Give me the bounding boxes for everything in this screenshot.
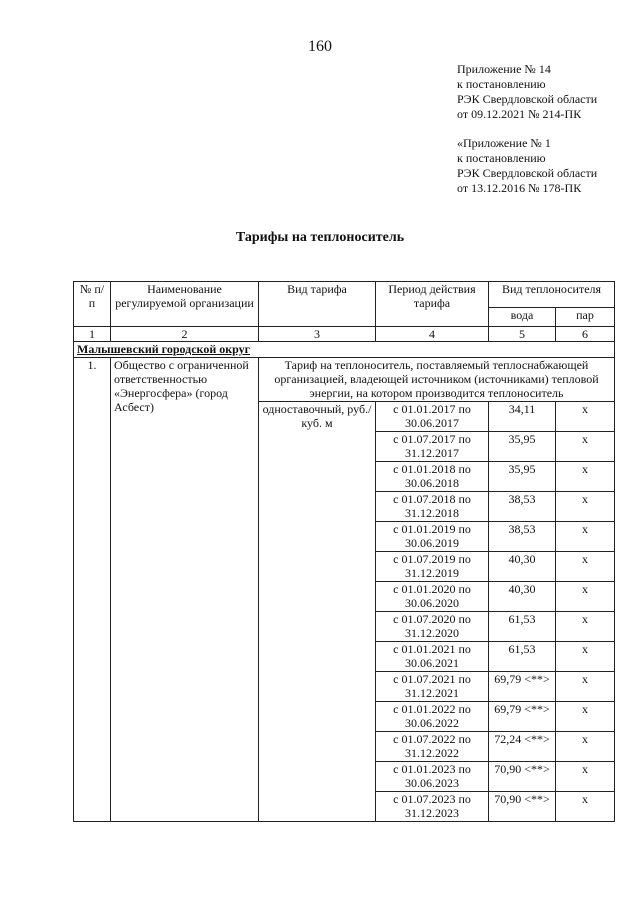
water-tariff-value: 38,53 xyxy=(489,522,556,552)
column-number: 5 xyxy=(489,327,556,342)
appendix-original xyxy=(457,136,597,196)
appendix-line: к постановлению xyxy=(457,77,546,91)
steam-tariff-value: х xyxy=(556,492,615,522)
steam-tariff-value: х xyxy=(556,462,615,492)
tariff-period: с 01.01.2023 по 30.06.2023 xyxy=(376,762,489,792)
column-number: 4 xyxy=(376,327,489,342)
header-steam: пар xyxy=(556,308,615,327)
appendix-line: РЭК Свердловской области xyxy=(457,166,598,180)
water-tariff-value: 40,30 xyxy=(489,582,556,612)
tariff-period: с 01.01.2022 по 30.06.2022 xyxy=(376,702,489,732)
steam-tariff-value: х xyxy=(556,612,615,642)
header-carrier-type: Вид теплоносителя xyxy=(489,282,615,308)
header-tariff-type: Вид тарифа xyxy=(259,282,376,327)
tariff-period: с 01.07.2017 по 31.12.2017 xyxy=(376,432,489,462)
steam-tariff-value: х xyxy=(556,552,615,582)
tariff-period: с 01.01.2019 по 30.06.2019 xyxy=(376,522,489,552)
steam-tariff-value: х xyxy=(556,762,615,792)
water-tariff-value: 72,24 <**> xyxy=(489,732,556,762)
tariff-period: с 01.07.2018 по 31.12.2018 xyxy=(376,492,489,522)
tariff-period: с 01.07.2020 по 31.12.2020 xyxy=(376,612,489,642)
water-tariff-value: 70,90 <**> xyxy=(489,762,556,792)
water-tariff-value: 61,53 xyxy=(489,642,556,672)
tariff-type: одноставочный, руб./куб. м xyxy=(259,402,376,822)
column-number: 1 xyxy=(74,327,111,342)
appendix-line: от 13.12.2016 № 178-ПК xyxy=(457,181,582,195)
water-tariff-value: 34,11 xyxy=(489,402,556,432)
tariff-period: с 01.01.2020 по 30.06.2020 xyxy=(376,582,489,612)
steam-tariff-value: х xyxy=(556,522,615,552)
appendix-line: к постановлению xyxy=(457,151,546,165)
column-number: 3 xyxy=(259,327,376,342)
header-water: вода xyxy=(489,308,556,327)
water-tariff-value: 69,79 <**> xyxy=(489,702,556,732)
tariff-table xyxy=(73,281,615,822)
steam-tariff-value: х xyxy=(556,432,615,462)
header-number: № п/п xyxy=(74,282,111,327)
row-number: 1. xyxy=(74,358,111,822)
tariff-period: с 01.01.2017 по 30.06.2017 xyxy=(376,402,489,432)
tariff-period: с 01.07.2023 по 31.12.2023 xyxy=(376,792,489,822)
header-organization: Наименование регулируемой организации xyxy=(111,282,259,327)
steam-tariff-value: х xyxy=(556,642,615,672)
tariff-period: с 01.07.2019 по 31.12.2019 xyxy=(376,552,489,582)
column-number: 2 xyxy=(111,327,259,342)
organization-name: Общество с ограниченной ответственностью «Энергосфера» (город Асбест) xyxy=(111,358,259,822)
steam-tariff-value: х xyxy=(556,402,615,432)
water-tariff-value: 35,95 xyxy=(489,462,556,492)
water-tariff-value: 38,53 xyxy=(489,492,556,522)
water-tariff-value: 69,79 <**> xyxy=(489,672,556,702)
water-tariff-value: 61,53 xyxy=(489,612,556,642)
appendix-line: «Приложение № 1 xyxy=(457,136,551,150)
water-tariff-value: 70,90 <**> xyxy=(489,792,556,822)
water-tariff-value: 40,30 xyxy=(489,552,556,582)
appendix-current xyxy=(457,62,597,122)
steam-tariff-value: х xyxy=(556,732,615,762)
steam-tariff-value: х xyxy=(556,792,615,822)
document-title: Тарифы на теплоноситель xyxy=(235,230,405,245)
district-name: Малышевский городской округ xyxy=(74,342,615,358)
water-tariff-value: 35,95 xyxy=(489,432,556,462)
tariff-period: с 01.01.2018 по 30.06.2018 xyxy=(376,462,489,492)
steam-tariff-value: х xyxy=(556,582,615,612)
tariff-period: с 01.01.2021 по 30.06.2021 xyxy=(376,642,489,672)
column-number: 6 xyxy=(556,327,615,342)
appendix-line: РЭК Свердловской области xyxy=(457,92,598,106)
header-period: Период действия тарифа xyxy=(376,282,489,327)
tariff-description: Тариф на теплоноситель, поставляемый теплоснабжающей организацией, владеющей источником (источниками) тепловой энергии, на котором производится теплоноситель xyxy=(259,358,615,402)
tariff-period: с 01.07.2022 по 31.12.2022 xyxy=(376,732,489,762)
steam-tariff-value: х xyxy=(556,672,615,702)
appendix-line: от 09.12.2021 № 214-ПК xyxy=(457,107,582,121)
page-number: 160 xyxy=(308,38,332,55)
tariff-period: с 01.07.2021 по 31.12.2021 xyxy=(376,672,489,702)
steam-tariff-value: х xyxy=(556,702,615,732)
appendix-line: Приложение № 14 xyxy=(457,62,551,76)
